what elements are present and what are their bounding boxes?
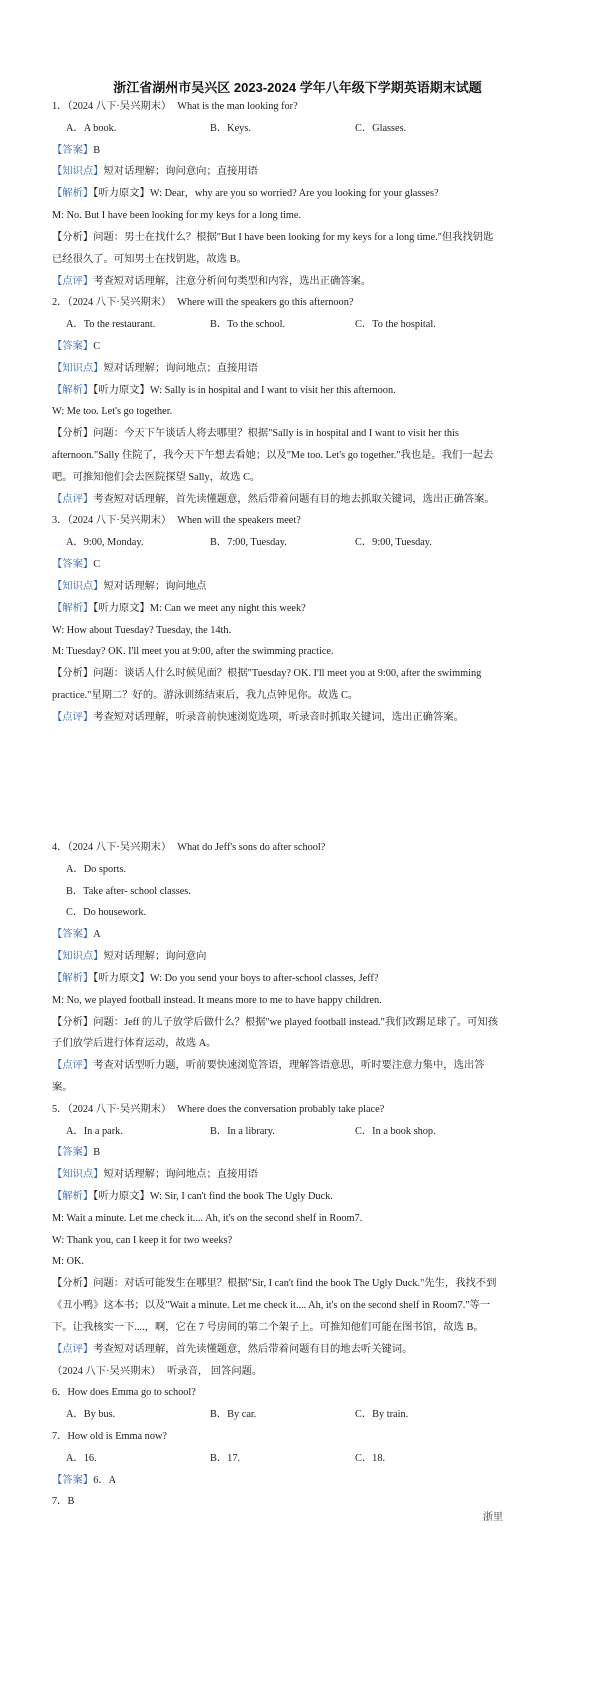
- answer-line: [52, 1142, 552, 1164]
- question-source: （2024 八下·吴兴期末）: [67, 842, 172, 853]
- question-text: How old is Emma now?: [67, 1430, 167, 1442]
- option-a: A．Do sports.: [66, 863, 127, 875]
- comment-line: [52, 707, 552, 729]
- comment-label: 【点评】: [52, 1060, 94, 1072]
- transcript-line: M: No, we played football instead. It means more to me to have happy children.: [52, 994, 382, 1006]
- answer-label: 【答案】: [52, 929, 94, 941]
- transcript-line: W: Thank you, can I keep it for two weeks?: [52, 1234, 233, 1246]
- question-text: Where will the speakers go this afternoon?: [177, 297, 354, 309]
- question-stem: [52, 96, 552, 118]
- knowledge-point-text: 短对话理解；询问意向: [103, 951, 207, 963]
- answer-label: 【答案】: [52, 340, 94, 352]
- options-row: [52, 118, 552, 140]
- analysis-text: 问题：对话可能发生在哪里？根据"Sir, I can't find the book The Ugly Duck."先生，我找不到: [93, 1278, 497, 1290]
- comment-text: 考查对话型听力题，听前要快速浏览答语，理解答语意思，听时要注意力集中，选出答: [93, 1060, 485, 1072]
- explanation-label: 【解析】: [52, 602, 94, 614]
- analysis-text: 问题：今天下午谈话人将去哪里？根据"Sally is in hospital and I want to visit her this: [93, 428, 459, 440]
- knowledge-point-line: [52, 161, 552, 183]
- transcript-label: 【听力原文】: [93, 188, 150, 200]
- transcript-text: W: Sally is in hospital and I want to visit her this afternoon.: [149, 384, 396, 396]
- option-a: A．By bus.: [66, 1409, 116, 1421]
- answer-value: B: [93, 144, 101, 156]
- answer-line: [52, 554, 552, 576]
- group-instruction: 听录音， 回答问题。: [166, 1365, 263, 1377]
- question-number: 4．: [52, 842, 68, 853]
- analysis-line: [52, 1273, 552, 1295]
- analysis-line: afternoon."Sally 住院了，我今天下午想去看她；以及"Me too. Let's go together."我也是。我们一起去: [52, 450, 494, 461]
- question-group-6-7: [52, 1361, 552, 1514]
- knowledge-point-label: 【知识点】: [52, 166, 104, 178]
- knowledge-point-text: 短对话理解；询问地点: [103, 580, 207, 592]
- explanation-label: 【解析】: [52, 972, 94, 984]
- page-section-1: [52, 96, 552, 729]
- question-source: （2024 八下·吴兴期末）: [67, 101, 172, 112]
- question-source: （2024 八下·吴兴期末）: [67, 297, 172, 309]
- knowledge-point-text: 短对话理解；询问地点；直接用语: [103, 362, 258, 374]
- answer-label: 【答案】: [52, 1474, 94, 1486]
- answer-value: C: [93, 340, 101, 352]
- question-stem: [52, 1382, 552, 1404]
- comment-text: 考查短对话理解，首先读懂题意，然后带着问题有目的地去听关键词。: [93, 1343, 413, 1355]
- option-c: C．In a book shop.: [355, 1125, 436, 1137]
- question-number: 7．: [52, 1430, 68, 1442]
- comment-text: 考查短对话理解，注意分析问句类型和内容，选出正确答案。: [93, 275, 372, 287]
- transcript-line: W: Me too. Let's go together.: [52, 406, 173, 418]
- analysis-line: [52, 1012, 552, 1034]
- analysis-line: 吧。可推知他们会去医院探望 Sally，故选 C。: [52, 471, 261, 483]
- analysis-label: 【分析】: [52, 1278, 94, 1290]
- analysis-label: 【分析】: [52, 428, 94, 440]
- knowledge-point-label: 【知识点】: [52, 362, 104, 374]
- question-stem: [52, 292, 552, 314]
- answer-value: 6．A: [93, 1474, 117, 1486]
- analysis-line: [52, 663, 552, 685]
- explanation-line: [52, 598, 552, 620]
- analysis-label: 【分析】: [52, 1016, 94, 1028]
- analysis-text: 问题：谈话人什么时候见面？根据"Tuesday? OK. I'll meet you at 9:00, after the swimming: [93, 668, 482, 680]
- option-b: B．Take after- school classes.: [66, 885, 191, 897]
- knowledge-point-line: [52, 1164, 552, 1186]
- transcript-label: 【听力原文】: [93, 972, 150, 984]
- knowledge-point-line: [52, 358, 552, 380]
- options-row: [52, 1448, 552, 1470]
- answer-value: B: [93, 1147, 101, 1159]
- question-text: What do Jeff's sons do after school?: [177, 842, 326, 853]
- explanation-line: [52, 1186, 552, 1208]
- transcript-label: 【听力原文】: [93, 384, 150, 396]
- question-number: 3．: [52, 515, 68, 527]
- question-4: [52, 837, 552, 1099]
- option-c: C．Glasses.: [355, 122, 407, 134]
- explanation-label: 【解析】: [52, 384, 94, 396]
- option-a: A．A book.: [66, 122, 117, 134]
- knowledge-point-text: 短对话理解；询问意向；直接用语: [103, 166, 258, 178]
- analysis-text: 问题：Jeff 的儿子放学后做什么？根据"we played football instead."我们改踢足球了。可知孩: [93, 1016, 499, 1028]
- transcript-line: M: OK.: [52, 1256, 85, 1268]
- answer-line: [52, 1470, 552, 1492]
- comment-line: [52, 489, 552, 511]
- options-row: [52, 1121, 552, 1143]
- explanation-line: [52, 380, 552, 402]
- explanation-label: 【解析】: [52, 188, 94, 200]
- transcript-label: 【听力原文】: [93, 1191, 150, 1202]
- question-text: What is the man looking for?: [177, 101, 298, 112]
- option-c: C．Do housework.: [66, 907, 147, 919]
- option-b: B．17.: [210, 1452, 241, 1464]
- question-stem: [52, 1426, 552, 1448]
- question-stem: [52, 1099, 552, 1121]
- comment-label: 【点评】: [52, 711, 94, 723]
- question-5: [52, 1099, 552, 1361]
- analysis-label: 【分析】: [52, 231, 94, 243]
- transcript-line: M: Wait a minute. Let me check it.... Ah, it's on the second shelf in Room7.: [52, 1212, 363, 1224]
- question-text: Where does the conversation probably take place?: [177, 1103, 385, 1115]
- answer-label: 【答案】: [52, 559, 94, 571]
- question-text: How does Emma go to school?: [67, 1387, 196, 1399]
- knowledge-point-line: [52, 576, 552, 598]
- page-section-2: [52, 837, 552, 1513]
- analysis-text: 问题：男士在找什么？根据"But I have been looking for my keys for a long time."但我找钥匙: [93, 231, 494, 243]
- question-1: [52, 96, 552, 292]
- option-a: A．9:00, Monday.: [66, 537, 144, 549]
- answer-value: C: [93, 559, 101, 571]
- option-c: C．By train.: [355, 1409, 409, 1421]
- comment-text: 考查短对话理解，首先读懂题意，然后带着问题有目的地去抓取关键词，选出正确答案。: [93, 493, 495, 505]
- explanation-line: [52, 968, 552, 990]
- comment-line: [52, 1339, 552, 1361]
- page-footer-mark: 浙里: [483, 1512, 503, 1523]
- comment-line: [52, 271, 552, 293]
- answer-line: [52, 924, 552, 946]
- answer-label: 【答案】: [52, 144, 94, 156]
- analysis-line: 下。让我核实一下....，啊，它在 7 号房间的第二个架子上。可推知他们可能在图书馆，故选 B。: [52, 1321, 484, 1333]
- answer-line: [52, 140, 552, 162]
- question-number: 2．: [52, 297, 68, 309]
- option-b: B．By car.: [210, 1409, 257, 1421]
- analysis-label: 【分析】: [52, 668, 94, 680]
- question-text: When will the speakers meet?: [177, 515, 301, 527]
- option-b: B．To the school.: [210, 319, 286, 331]
- question-source: （2024 八下·吴兴期末）: [67, 515, 172, 527]
- question-source: （2024 八下·吴兴期末）: [67, 1103, 172, 1115]
- option-b: B．In a library.: [210, 1125, 275, 1137]
- explanation-label: 【解析】: [52, 1191, 94, 1202]
- analysis-line: [52, 423, 552, 445]
- analysis-line: 已经很久了。可知男士在找钥匙，故选 B。: [52, 253, 247, 265]
- analysis-line: 子们放学后进行体育运动，故选 A。: [52, 1038, 217, 1050]
- comment-line: 案。: [52, 1081, 73, 1093]
- comment-label: 【点评】: [52, 493, 94, 505]
- question-stem: [52, 837, 552, 859]
- answer-value: A: [93, 929, 101, 941]
- question-2: [52, 292, 552, 510]
- group-source: （2024 八下·吴兴期末）: [52, 1365, 161, 1377]
- comment-label: 【点评】: [52, 1343, 94, 1355]
- analysis-line: [52, 227, 552, 249]
- knowledge-point-text: 短对话理解；询问地点；直接用语: [103, 1169, 258, 1181]
- option-c: C．9:00, Tuesday.: [355, 537, 432, 549]
- knowledge-point-label: 【知识点】: [52, 580, 104, 592]
- question-stem: [52, 510, 552, 532]
- explanation-line: [52, 183, 552, 205]
- analysis-line: 《丑小鸭》这本书；以及"Wait a minute. Let me check it.... Ah, it's on the second shelf in Room7."等一: [52, 1300, 491, 1312]
- knowledge-point-label: 【知识点】: [52, 1169, 104, 1181]
- comment-label: 【点评】: [52, 275, 94, 287]
- answer-label: 【答案】: [52, 1147, 94, 1159]
- transcript-line: W: How about Tuesday? Tuesday, the 14th.: [52, 624, 232, 636]
- knowledge-point-line: [52, 946, 552, 968]
- transcript-line: M: No. But I have been looking for my keys for a long time.: [52, 210, 302, 222]
- transcript-text: W: Do you send your boys to after-school classes, Jeff?: [149, 972, 379, 984]
- page-title: 浙江省湖州市吴兴区 2023-2024 学年八年级下学期英语期末试题: [113, 80, 482, 95]
- option-a: A．In a park.: [66, 1125, 123, 1137]
- options-row: [52, 1404, 552, 1426]
- comment-text: 考查短对话理解，听录音前快速浏览选项，听录音时抓取关键词，选出正确答案。: [93, 711, 464, 723]
- analysis-line: practice."星期二？好的。游泳训练结束后，我九点钟见你。故选 C。: [52, 689, 359, 701]
- option-c: C．18.: [355, 1452, 386, 1464]
- transcript-line: M: Tuesday? OK. I'll meet you at 9:00, after the swimming practice.: [52, 646, 334, 658]
- knowledge-point-label: 【知识点】: [52, 951, 104, 963]
- question-number: 1．: [52, 101, 68, 112]
- option-a: A．To the restaurant.: [66, 319, 156, 331]
- transcript-text: W: Dear，why are you so worried? Are you looking for your glasses?: [149, 188, 439, 200]
- question-number: 5．: [52, 1103, 68, 1115]
- option-b: B．Keys.: [210, 122, 251, 134]
- answer-line: [52, 336, 552, 358]
- question-number: 6．: [52, 1387, 68, 1399]
- comment-line: [52, 1055, 552, 1077]
- transcript-label: 【听力原文】: [93, 602, 150, 614]
- options-row: [52, 532, 552, 554]
- transcript-text: M: Can we meet any night this week?: [149, 602, 306, 614]
- option-b: B．7:00, Tuesday.: [210, 537, 287, 549]
- option-a: A．16.: [66, 1452, 97, 1464]
- answer-value: 7．B: [52, 1496, 75, 1508]
- question-3: [52, 510, 552, 728]
- options-row: [52, 314, 552, 336]
- transcript-text: W: Sir, I can't find the book The Ugly Duck.: [149, 1191, 333, 1202]
- option-c: C．To the hospital.: [355, 319, 436, 331]
- group-instruction-line: [52, 1361, 552, 1383]
